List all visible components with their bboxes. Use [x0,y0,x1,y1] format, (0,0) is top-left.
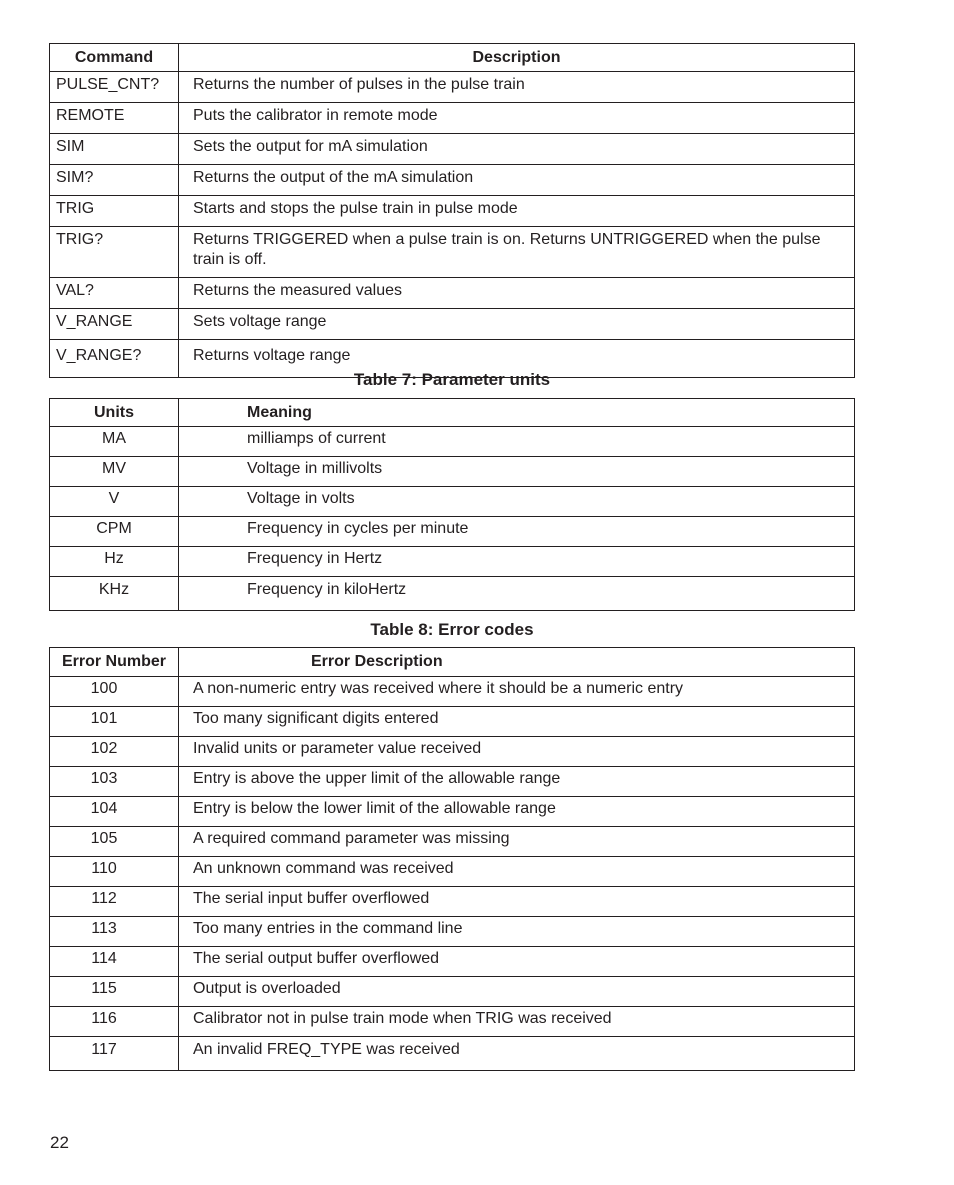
table-caption-parameter-units: Table 7: Parameter units [353,370,551,389]
meaning-cell: Frequency in cycles per minute [179,517,855,547]
error-number-cell: 116 [50,1007,179,1037]
error-description-cell: Too many entries in the command line [179,917,855,947]
command-cell: PULSE_CNT? [50,72,179,103]
table-row [50,547,855,577]
table-row [50,457,855,487]
unit-cell: V [50,487,179,517]
error-description-cell: Entry is above the upper limit of the allowable range [179,767,855,797]
column-header-units: Units [50,399,179,427]
table-row [50,827,855,857]
table-row [50,797,855,827]
command-cell: REMOTE [50,103,179,134]
error-description-cell: Output is overloaded [179,977,855,1007]
error-description-cell: A non-numeric entry was received where it should be a numeric entry [179,677,855,707]
table-row [50,487,855,517]
command-cell: V_RANGE? [50,340,179,378]
unit-cell: MA [50,427,179,457]
error-number-cell: 101 [50,707,179,737]
error-number-cell: 102 [50,737,179,767]
table-row [50,517,855,547]
table-row [50,977,855,1007]
table-caption-error-codes: Table 8: Error codes [370,620,534,639]
table-row [50,278,855,309]
table-row [50,947,855,977]
meaning-cell: Frequency in Hertz [179,547,855,577]
error-description-cell: An unknown command was received [179,857,855,887]
unit-cell: Hz [50,547,179,577]
description-cell: Sets the output for mA simulation [179,134,855,165]
table-row [50,887,855,917]
table-row [50,196,855,227]
error-number-cell: 105 [50,827,179,857]
description-cell: Returns the measured values [179,278,855,309]
table-header-row [50,44,855,72]
meaning-cell: milliamps of current [179,427,855,457]
table-header-row [50,399,855,427]
table-row [50,857,855,887]
table-row [50,165,855,196]
error-number-cell: 113 [50,917,179,947]
table-row [50,72,855,103]
table-row [50,1037,855,1071]
error-number-cell: 117 [50,1037,179,1071]
parameter-units-table [49,398,855,611]
description-cell: Returns TRIGGERED when a pulse train is on. Returns UNTRIGGERED when the pulse train is off. [179,227,855,278]
unit-cell: KHz [50,577,179,611]
description-cell: Puts the calibrator in remote mode [179,103,855,134]
table-row [50,677,855,707]
meaning-cell: Voltage in volts [179,487,855,517]
column-header-meaning: Meaning [179,399,855,427]
table-row [50,309,855,340]
table-row [50,227,855,278]
command-cell: SIM? [50,165,179,196]
unit-cell: CPM [50,517,179,547]
error-description-cell: Too many significant digits entered [179,707,855,737]
error-description-cell: A required command parameter was missing [179,827,855,857]
error-number-cell: 103 [50,767,179,797]
description-cell: Returns the number of pulses in the pulse train [179,72,855,103]
error-description-cell: The serial input buffer overflowed [179,887,855,917]
command-cell: TRIG [50,196,179,227]
table-row [50,767,855,797]
column-header-error-description: Error Description [179,648,855,677]
error-codes-table [49,647,855,1071]
command-cell: V_RANGE [50,309,179,340]
table-row [50,427,855,457]
column-header-command: Command [50,44,179,72]
page-number: 22 [50,1133,69,1152]
description-cell: Starts and stops the pulse train in pulse mode [179,196,855,227]
table-row [50,134,855,165]
command-table [49,43,855,378]
error-number-cell: 114 [50,947,179,977]
error-description-cell: Invalid units or parameter value received [179,737,855,767]
description-cell: Returns voltage range [179,340,855,378]
description-cell: Returns the output of the mA simulation [179,165,855,196]
meaning-cell: Frequency in kiloHertz [179,577,855,611]
error-number-cell: 115 [50,977,179,1007]
table-row [50,1007,855,1037]
error-description-cell: The serial output buffer overflowed [179,947,855,977]
column-header-error-number: Error Number [50,648,179,677]
description-cell: Sets voltage range [179,309,855,340]
error-description-cell: Entry is below the lower limit of the allowable range [179,797,855,827]
table-row [50,707,855,737]
table-row [50,917,855,947]
meaning-cell: Voltage in millivolts [179,457,855,487]
table-row [50,577,855,611]
command-cell: SIM [50,134,179,165]
table-row [50,737,855,767]
error-number-cell: 104 [50,797,179,827]
error-number-cell: 110 [50,857,179,887]
command-cell: TRIG? [50,227,179,278]
table-row [50,103,855,134]
column-header-description: Description [179,44,855,72]
error-number-cell: 100 [50,677,179,707]
unit-cell: MV [50,457,179,487]
error-description-cell: An invalid FREQ_TYPE was received [179,1037,855,1071]
command-cell: VAL? [50,278,179,309]
table-header-row [50,648,855,677]
error-number-cell: 112 [50,887,179,917]
error-description-cell: Calibrator not in pulse train mode when TRIG was received [179,1007,855,1037]
